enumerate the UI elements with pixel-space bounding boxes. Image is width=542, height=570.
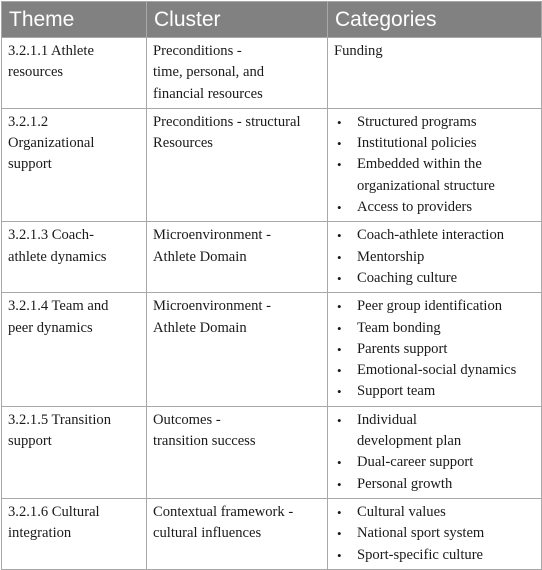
categories-cell <box>328 406 542 498</box>
table-row <box>2 293 542 406</box>
category-item: • Personal growth <box>357 474 535 495</box>
category-item: • Coach-athlete interaction <box>357 225 535 246</box>
category-item: • Individual development plan <box>357 410 535 453</box>
cluster-cell <box>147 38 328 109</box>
header-row <box>2 2 542 38</box>
category-item: • Embedded within the organizational structure <box>357 154 535 197</box>
theme-cell <box>2 38 147 109</box>
cluster-text: Microenvironment - Athlete Domain <box>153 298 271 336</box>
cluster-text: Contextual framework - cultural influences <box>153 503 294 542</box>
category-list <box>334 502 535 566</box>
category-item: • National sport system <box>357 523 535 544</box>
category-item: • Support team <box>357 381 535 402</box>
theme-text: 3.2.1.4 Team and peer dynamics <box>8 298 109 336</box>
category-item: • Structured programs <box>357 112 535 133</box>
category-item: • Institutional policies <box>357 133 535 154</box>
cluster-text: Microenvironment - Athlete Domain <box>153 227 271 265</box>
table-row <box>2 38 542 109</box>
header-categories: Categories <box>328 2 542 38</box>
category-list <box>334 296 535 402</box>
header-theme: Theme <box>2 2 147 38</box>
category-item: • Cultural values <box>357 502 535 523</box>
cluster-cell <box>147 293 328 406</box>
table-row <box>2 222 542 293</box>
cluster-cell <box>147 406 328 498</box>
cluster-text: Outcomes - transition success <box>153 411 256 450</box>
header-cluster: Cluster <box>147 2 328 38</box>
theme-cell <box>2 498 147 569</box>
theme-text: 3.2.1.2 Organizational support <box>8 113 95 173</box>
categories-cell <box>328 222 542 293</box>
category-list <box>334 112 535 218</box>
cluster-cell <box>147 222 328 293</box>
categories-cell <box>328 38 542 109</box>
table-row <box>2 406 542 498</box>
category-item: • Coaching culture <box>357 268 535 289</box>
table-row <box>2 108 542 221</box>
categories-cell <box>328 108 542 221</box>
theme-cell <box>2 108 147 221</box>
themes-table <box>1 1 542 570</box>
category-item: • Dual-career support <box>357 452 535 473</box>
theme-cell <box>2 406 147 498</box>
category-item: • Parents support <box>357 339 535 360</box>
category-text: Funding <box>334 43 383 59</box>
categories-cell <box>328 293 542 406</box>
theme-text: 3.2.1.3 Coach- athlete dynamics <box>8 227 107 265</box>
theme-text: 3.2.1.1 Athlete resources <box>8 43 94 81</box>
cluster-text: Preconditions - structural Resources <box>153 113 301 152</box>
category-list <box>334 410 535 495</box>
category-list <box>334 225 535 289</box>
category-item: • Team bonding <box>357 318 535 339</box>
theme-text: 3.2.1.6 Cultural integration <box>8 503 100 542</box>
theme-cell <box>2 222 147 293</box>
cluster-cell <box>147 108 328 221</box>
categories-cell <box>328 498 542 569</box>
category-item: • Emotional-social dynamics <box>357 360 535 381</box>
table-row <box>2 498 542 569</box>
category-item: • Mentorship <box>357 247 535 268</box>
cluster-text: Preconditions - time, personal, and financial resources <box>153 43 265 102</box>
theme-cell <box>2 293 147 406</box>
theme-text: 3.2.1.5 Transition support <box>8 411 111 450</box>
category-item: • Peer group identification <box>357 296 535 317</box>
category-item: • Access to providers <box>357 197 535 218</box>
category-item: • Sport-specific culture <box>357 545 535 566</box>
cluster-cell <box>147 498 328 569</box>
